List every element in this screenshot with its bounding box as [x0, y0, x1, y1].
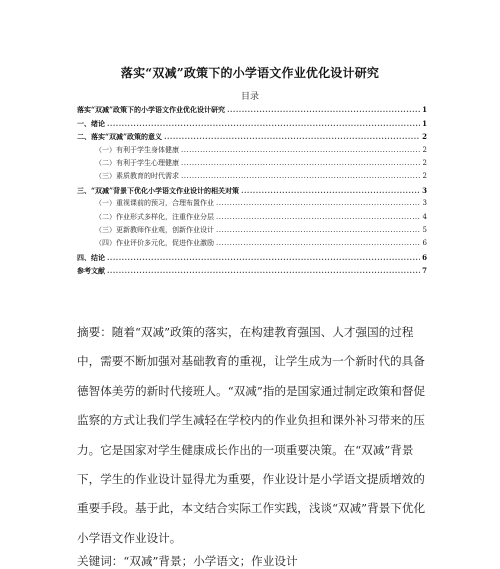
toc-entry-page: 4	[422, 212, 427, 221]
abstract-paragraph: 摘要：随着“双减”政策的落实，在构建教育强国、人才强国的过程中，需要不断加强对基础教育的重视，让学生成为一个新时代的具备德智体美劳的新时代接班人。“双减”指的是国家通过制定政策和督促监察的方式让我们学生减轻在学校内的作业负担和课外补习带来的压力。它是国家对学生健康成长作出的一项重要决策。在“双减”背景下，学生的作业设计显得尤为重要，作业设计是小学语文提质增效的重要手段。基于此，本文结合实际工作实践，浅谈“双减”背景下优化小学语文作业设计。	[77, 325, 426, 545]
toc-entry[interactable]	[77, 181, 427, 194]
toc-entry-text: （三）素质教育的时代需求	[95, 172, 179, 181]
toc-entry-page: 2	[422, 158, 427, 167]
toc-leader-dots	[107, 266, 420, 275]
toc-entry[interactable]	[77, 222, 427, 235]
toc-entry[interactable]	[77, 101, 427, 114]
toc-leader-dots	[216, 213, 421, 222]
toc-entry[interactable]	[77, 248, 427, 261]
toc-entry-text: （一）重视课前的预习，合理布置作业	[95, 199, 214, 208]
toc-entry-page: 2	[422, 172, 427, 181]
toc-leader-dots	[107, 119, 420, 128]
toc-entry[interactable]	[77, 155, 427, 168]
toc-leader-dots	[181, 172, 421, 181]
toc-entry-page: 1	[422, 118, 427, 128]
toc-entry[interactable]	[77, 235, 427, 248]
toc-heading: 目录	[240, 92, 259, 102]
toc-leader-dots	[181, 146, 421, 155]
table-of-contents	[77, 101, 427, 275]
toc-entry-page: 3	[422, 185, 427, 195]
toc-entry[interactable]	[77, 141, 427, 154]
toc-leader-dots	[216, 226, 421, 235]
toc-entry-page: 3	[422, 199, 427, 208]
toc-leader-dots	[216, 199, 421, 208]
toc-entry[interactable]	[77, 168, 427, 181]
toc-entry[interactable]	[77, 262, 427, 275]
toc-entry-text: 三、“双减”背景下优化小学语文作业设计的相关对策	[77, 185, 240, 195]
toc-entry-text: 落实“双减”政策下的小学语文作业优化设计研究	[77, 105, 226, 115]
toc-entry-page: 2	[422, 145, 427, 154]
toc-leader-dots	[241, 186, 420, 195]
toc-entry-page: 7	[422, 266, 427, 276]
toc-entry[interactable]	[77, 195, 427, 208]
toc-entry-text: 二、落实“双减”政策的意义	[77, 132, 163, 142]
toc-entry-page: 1	[422, 105, 427, 115]
toc-entry-text: 一、绪论	[77, 118, 105, 128]
toc-leader-dots	[181, 159, 421, 168]
toc-entry-text: （二）作业形式多样化，注重作业分层	[95, 212, 214, 221]
toc-entry[interactable]	[77, 208, 427, 221]
abstract	[77, 318, 427, 553]
toc-entry[interactable]	[77, 128, 427, 141]
keywords: 关键词：“双减”背景；小学语文；作业设计	[77, 554, 298, 568]
toc-entry-text: 四、结论	[77, 252, 105, 262]
toc-entry-text: 参考文献	[77, 266, 105, 276]
toc-entry-page: 6	[422, 239, 427, 248]
toc-entry-page: 6	[422, 252, 427, 262]
toc-entry-page: 5	[422, 225, 427, 234]
toc-entry-text: （二）有利于学生心理健康	[95, 158, 179, 167]
toc-entry-text: （一）有利于学生身体健康	[95, 145, 179, 154]
toc-leader-dots	[227, 105, 420, 114]
toc-entry[interactable]	[77, 114, 427, 127]
document-title: 落实“双减”政策下的小学语文作业优化设计研究	[120, 66, 380, 80]
toc-leader-dots	[164, 132, 420, 141]
toc-entry-text: （四）作业评价多元化，促进作业激励	[95, 239, 214, 248]
toc-leader-dots	[107, 253, 420, 262]
toc-leader-dots	[216, 239, 421, 248]
toc-entry-page: 2	[422, 132, 427, 142]
toc-entry-text: （三）更新教师作业观，创新作业设计	[95, 225, 214, 234]
